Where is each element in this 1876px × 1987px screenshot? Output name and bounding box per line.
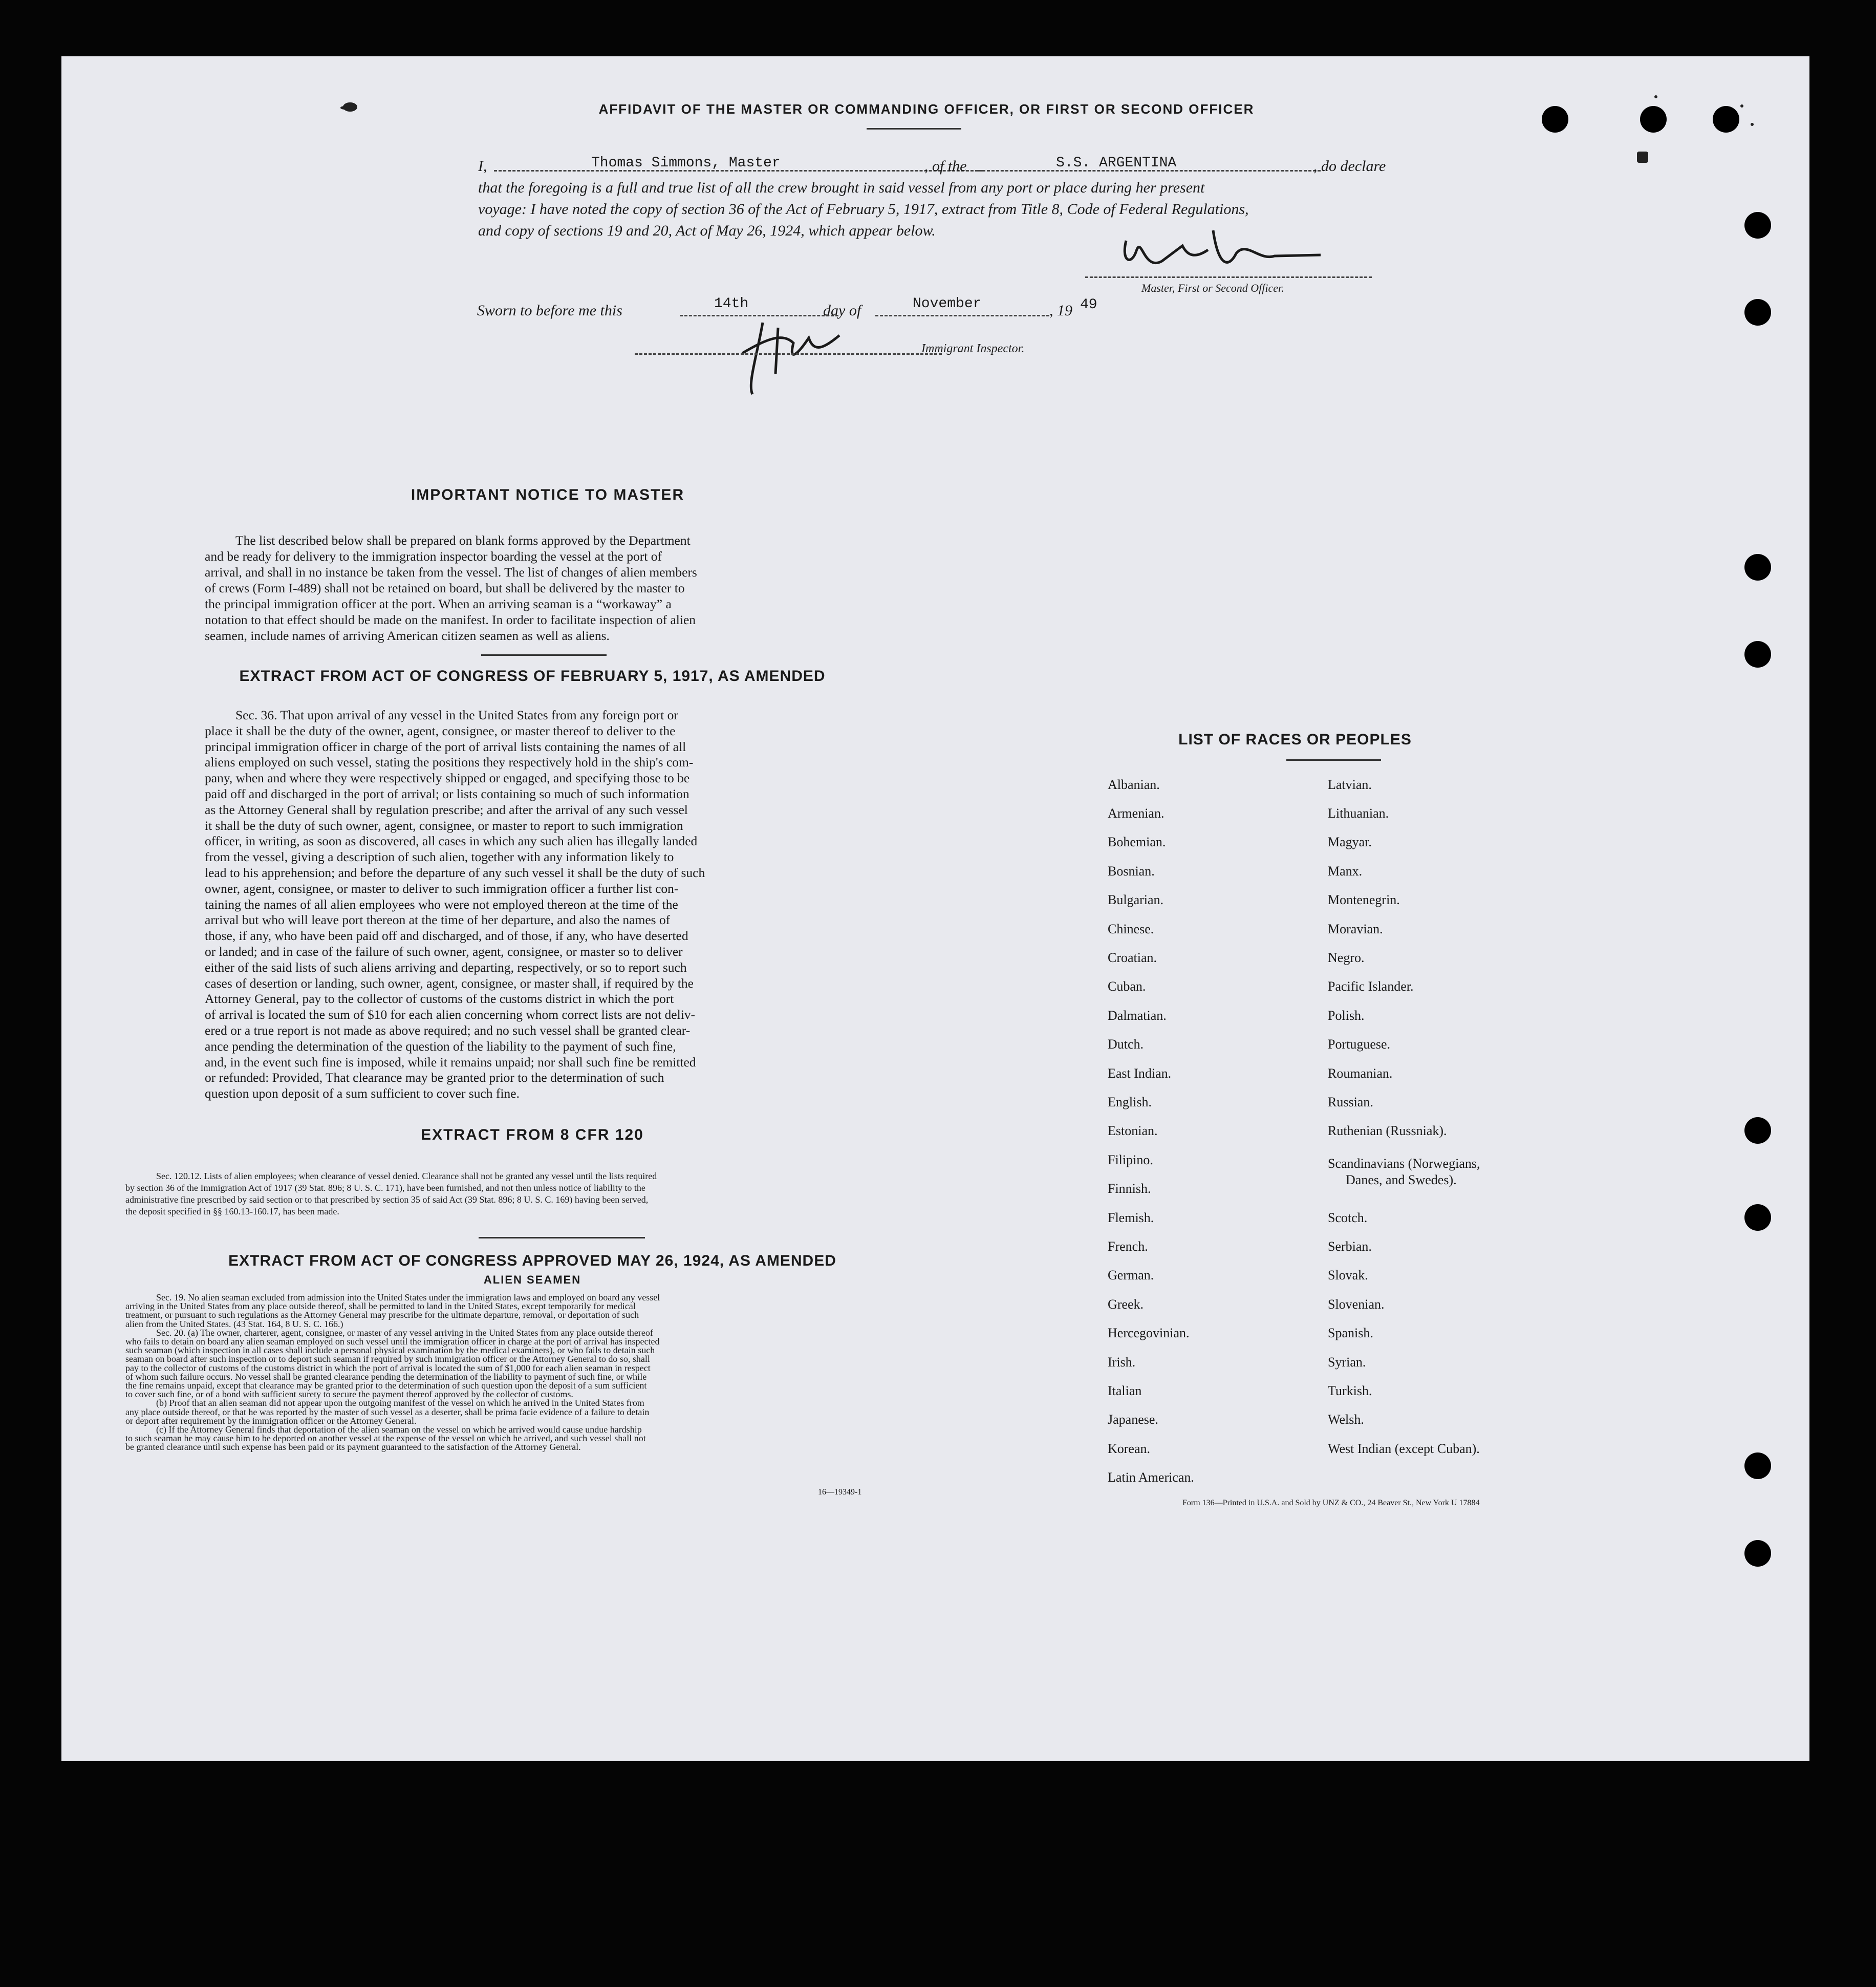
notice-line: the principal immigration officer at the port. When an arriving seaman is a “workaway” a: [205, 596, 672, 611]
i-label: I,: [478, 158, 487, 175]
act-1924-line: be granted clearance until such expense has been paid or its payment guaranteed to the satisfaction of the Attorney General.: [125, 1442, 581, 1452]
notice-line: notation to that effect should be made on the manifest. In order to facilitate inspection of alien: [205, 612, 696, 627]
race-right-item: Lithuanian.: [1328, 806, 1389, 821]
act-1917-line: Attorney General, pay to the collector of customs of the customs district in which the port: [205, 991, 674, 1007]
notice-title: IMPORTANT NOTICE TO MASTER: [411, 486, 685, 503]
race-left-item: Bosnian.: [1108, 864, 1155, 879]
speck: [343, 102, 357, 112]
race-left-item: Italian: [1108, 1383, 1142, 1398]
affidavit-title: AFFIDAVIT OF THE MASTER OR COMMANDING OFFICER, OR FIRST OR SECOND OFFICER: [598, 101, 1255, 117]
act-1924-line: seaman on board after such inspection or to deport such seaman if required by such immigration officer or the Attorney General to do so, shall: [125, 1354, 650, 1364]
cfr-line: the deposit specified in §§ 160.13-160.17, has been made.: [125, 1206, 339, 1216]
vessel-name-field: S.S. ARGENTINA: [1056, 155, 1177, 171]
act-1917-line: from the vessel, giving a description of such alien, together with any information likely to: [205, 849, 674, 865]
master-signature-line: [1085, 276, 1372, 278]
act-1924-title: EXTRACT FROM ACT OF CONGRESS APPROVED MAY 26, 1924, AS AMENDED: [228, 1252, 836, 1269]
inspector-label: Immigrant Inspector.: [921, 342, 1025, 355]
race-left-item: Latin American.: [1108, 1470, 1194, 1485]
act-1917-line: cases of desertion or landing, such owner, agent, consignee, or master shall, if required by the: [205, 975, 694, 991]
act-1917-line: ered or a true report is not made as above required; and no such vessel shall be granted clear-: [205, 1022, 691, 1038]
punch-hole: [1744, 1117, 1771, 1144]
declaration-line-2: that the foregoing is a full and true list of all the crew brought in said vessel from any port or place during her present: [478, 179, 1205, 196]
punch-hole: [1744, 212, 1771, 239]
act-1924-subtitle: ALIEN SEAMEN: [483, 1273, 581, 1286]
day-of-label: day of: [823, 302, 861, 319]
race-left-item: German.: [1108, 1268, 1154, 1283]
act-1924-line: to cover such fine, or of a bond with sufficient surety to secure the payment thereof approved by the collector of customs.: [125, 1389, 573, 1400]
race-right-item: Montenegrin.: [1328, 892, 1400, 907]
act-1917-body: [205, 708, 852, 1102]
act-1917-line: place it shall be the duty of the owner, agent, consignee, or master thereof to deliver to the: [205, 723, 676, 738]
speck: [1751, 123, 1754, 126]
section-divider: [481, 654, 607, 656]
race-left-item: Japanese.: [1108, 1412, 1158, 1427]
master-signature-label: Master, First or Second Officer.: [1141, 282, 1284, 294]
act-1917-line: it shall be the duty of such owner, agent, consignee, or master to report to such immigration: [205, 818, 683, 833]
inspector-signature: [727, 312, 880, 399]
act-1924-line: or deport after requirement by the immigration officer or the Attorney General.: [125, 1415, 417, 1426]
form-code: 16—19349-1: [818, 1488, 862, 1497]
race-left-item: Flemish.: [1108, 1210, 1154, 1225]
race-left-item: Bulgarian.: [1108, 892, 1164, 907]
act-1917-line: or refunded: Provided, That clearance may be granted prior to the determination of such: [205, 1070, 664, 1085]
section-divider: [479, 1237, 645, 1238]
act-1924-line: to such seaman he may cause him to be deported on another vessel at the expense of the vessel on which he arrived, and such vessel shall not: [125, 1433, 646, 1444]
race-left-item: Armenian.: [1108, 806, 1165, 821]
speck: [1637, 152, 1648, 163]
punch-hole: [1542, 106, 1568, 133]
sworn-label: Sworn to before me this: [477, 302, 622, 319]
race-left-item: French.: [1108, 1239, 1148, 1254]
race-right-item: Russian.: [1328, 1095, 1373, 1109]
race-right-item: Scotch.: [1328, 1210, 1368, 1225]
race-right-item: Roumanian.: [1328, 1066, 1393, 1081]
act-1917-line: either of the said lists of such aliens arriving and departing, respectively, or so to report such: [205, 959, 687, 975]
act-1924-line: treatment, or pursuant to such regulations as the Attorney General may prescribe for the ultimate departure, removal, or deportation of such: [125, 1310, 639, 1320]
act-1917-line: principal immigration officer in charge of the port of arrival lists containing the names of all: [205, 739, 686, 754]
race-right-item: Slovenian.: [1328, 1297, 1385, 1312]
race-left-item: Greek.: [1108, 1297, 1144, 1312]
race-right-item: Latvian.: [1328, 777, 1372, 792]
race-right-item: Serbian.: [1328, 1239, 1372, 1254]
punch-hole: [1744, 554, 1771, 581]
race-left-item: English.: [1108, 1095, 1152, 1109]
race-right-item: Polish.: [1328, 1008, 1365, 1023]
race-right-item: Negro.: [1328, 950, 1365, 965]
race-left-item: Croatian.: [1108, 950, 1157, 965]
act-1917-title: EXTRACT FROM ACT OF CONGRESS OF FEBRUARY 5, 1917, AS AMENDED: [239, 668, 826, 685]
punch-hole: [1640, 106, 1667, 133]
race-left-item: Chinese.: [1108, 922, 1154, 936]
race-left-item: Albanian.: [1108, 777, 1160, 792]
race-left-item: Bohemian.: [1108, 835, 1166, 849]
act-1917-line: officer, in writing, as soon as discovered, all cases in which any such alien has illegally landed: [205, 834, 698, 849]
act-1924-line: Sec. 19. No alien seaman excluded from admission into the United States under the immigration laws and employed on board any vessel: [156, 1292, 660, 1302]
race-left-item: Irish.: [1108, 1355, 1136, 1370]
race-right-item: Manx.: [1328, 864, 1363, 879]
act-1924-line: (b) Proof that an alien seaman did not appear upon the outgoing manifest of the vessel on which he arrived in the United States from: [156, 1398, 644, 1408]
race-left-item: Cuban.: [1108, 979, 1146, 994]
race-right-item: Syrian.: [1328, 1355, 1366, 1370]
act-1924-line: alien from the United States. (43 Stat. 164, 8 U. S. C. 166.): [125, 1318, 343, 1329]
act-1924-line: pay to the collector of customs of the customs district in which the port of arrival is located the sum of $1,000 for each alien seaman in respect: [125, 1362, 651, 1373]
master-name-field: Thomas Simmons, Master: [591, 155, 781, 171]
cfr-line: Sec. 120.12. Lists of alien employees; when clearance of vessel denied. Clearance shall not be granted any vessel until the lists required: [156, 1171, 657, 1181]
act-1917-line: and, in the event such fine is imposed, while it remains unpaid; nor shall such fine be remitted: [205, 1054, 696, 1070]
act-1917-line: lead to his apprehension; and before the departure of any such vessel it shall be the duty of such: [205, 865, 705, 880]
form-printer-line: Form 136—Printed in U.S.A. and Sold by UNZ & CO., 24 Beaver St., New York U 17884: [1182, 1499, 1480, 1507]
race-right-item: West Indian (except Cuban).: [1328, 1441, 1480, 1456]
act-1917-line: pany, when and where they were respectively shipped or engaged, and specifying those to be: [205, 771, 690, 786]
act-1917-line: arrival but who will leave port thereon at the time of her departure, and also the names of: [205, 912, 671, 928]
race-left-item: Hercegovinian.: [1108, 1326, 1190, 1340]
act-1917-line: Sec. 36. That upon arrival of any vessel in the United States from any foreign port or: [235, 708, 678, 722]
speck: [1654, 95, 1657, 98]
declaration-line-4: and copy of sections 19 and 20, Act of May 26, 1924, which appear below.: [478, 222, 936, 239]
act-1924-line: any place outside thereof, or that he was reported by the master of such vessel as a deserter, shall be prima facie evidence of a failure to detain: [125, 1406, 650, 1417]
race-right-item: Moravian.: [1328, 922, 1383, 936]
act-1924-line: the fine remains unpaid, except that clearance may be granted prior to the determination of such question upon the deposit of a sum sufficient: [125, 1380, 647, 1391]
punch-hole: [1744, 641, 1771, 668]
act-1917-line: owner, agent, consignee, or master to deliver to such immigration officer a further list con-: [205, 881, 679, 896]
race-right-item: Slovak.: [1328, 1268, 1368, 1283]
race-left-item: Estonian.: [1108, 1123, 1158, 1138]
title-divider: [867, 128, 961, 130]
cfr-title: EXTRACT FROM 8 CFR 120: [421, 1126, 644, 1143]
race-right-item: Spanish.: [1328, 1326, 1373, 1340]
act-1924-line: such seaman (which inspection in all cases shall include a personal physical examination by the medical examiners), or who fails to detain such: [125, 1345, 655, 1356]
cfr-body: [125, 1170, 934, 1217]
inspector-signature-line: [635, 353, 942, 355]
punch-hole: [1744, 1540, 1771, 1567]
race-right-item-continued: Danes, and Swedes).: [1346, 1172, 1457, 1187]
act-1917-line: question upon deposit of a sum sufficient to cover such fine.: [205, 1086, 520, 1101]
notice-line: seamen, include names of arriving American citizen seamen as well as aliens.: [205, 628, 610, 643]
sworn-month-field: November: [913, 296, 982, 312]
race-left-item: Dutch.: [1108, 1037, 1144, 1052]
sworn-day-field: 14th: [714, 296, 749, 312]
punch-hole: [1744, 1452, 1771, 1479]
punch-hole: [1744, 1204, 1771, 1231]
notice-line: The list described below shall be prepared on blank forms approved by the Department: [235, 533, 691, 548]
affidavit-document-page: [61, 56, 1809, 1761]
race-right-item: Welsh.: [1328, 1412, 1364, 1427]
act-1924-body: [125, 1293, 934, 1452]
punch-hole: [1744, 299, 1771, 326]
act-1917-line: as the Attorney General shall by regulation prescribe; and after the arrival of any such vessel: [205, 802, 688, 817]
race-right-item: Magyar.: [1328, 835, 1372, 849]
act-1917-line: or landed; and in case of the failure of such owner, agent, consignee, or master so to deliver: [205, 944, 683, 959]
notice-line: of crews (Form I-489) shall not be retained on board, but shall be delivered by the master to: [205, 581, 685, 595]
act-1924-line: (c) If the Attorney General finds that deportation of the alien seaman on the vessel on which he arrived would cause undue hardship: [156, 1424, 642, 1435]
act-1924-line: who fails to detain on board any alien seaman employed on such vessel until the immigration officer in charge at the port of arrival has inspected: [125, 1336, 660, 1347]
race-right-item: Ruthenian (Russniak).: [1328, 1123, 1447, 1138]
notice-line: and be ready for delivery to the immigration inspector boarding the vessel at the port of: [205, 549, 662, 564]
cfr-line: by section 36 of the Immigration Act of 1917 (39 Stat. 896; 8 U. S. C. 171), have been furnished, and not then unless notice of liability to the: [125, 1183, 645, 1193]
races-title: LIST OF RACES OR PEOPLES: [1178, 731, 1412, 748]
do-declare-label: , do declare: [1313, 158, 1386, 175]
race-right-item: Portuguese.: [1328, 1037, 1391, 1052]
declaration-line-3: voyage: I have noted the copy of section 36 of the Act of February 5, 1917, extract from Title 8, Code of Federal Regulations,: [478, 201, 1249, 218]
cfr-line: administrative fine prescribed by said section or to that prescribed by section 35 of said Act (39 Stat. 896; 8 U. S. C. 169) having been served,: [125, 1194, 649, 1205]
notice-line: arrival, and shall in no instance be taken from the vessel. The list of changes of alien members: [205, 565, 697, 580]
race-left-item: Dalmatian.: [1108, 1008, 1167, 1023]
act-1917-line: paid off and discharged in the port of arrival; or lists containing so much of such information: [205, 786, 689, 801]
act-1917-line: those, if any, who have been paid off and discharged, and of those, if any, who have deserted: [205, 928, 688, 944]
race-left-item: Korean.: [1108, 1441, 1151, 1456]
races-title-divider: [1286, 759, 1381, 761]
act-1917-line: ance pending the determination of the question of the liability to the payment of such fine,: [205, 1038, 676, 1054]
act-1917-line: taining the names of all alien employees who were not employed thereon at the time of the: [205, 896, 678, 912]
year-prefix-label: , 19: [1049, 302, 1072, 319]
race-right-item: Scandinavians (Norwegians,: [1328, 1156, 1480, 1171]
race-right-item: Turkish.: [1328, 1383, 1372, 1398]
race-right-item: Pacific Islander.: [1328, 979, 1414, 994]
act-1917-line: aliens employed on such vessel, stating the positions they respectively hold in the ship's com-: [205, 755, 694, 770]
punch-hole: [1713, 106, 1739, 133]
master-signature: [1106, 210, 1413, 282]
act-1924-line: arriving in the United States from any place outside thereof, shall be permitted to land in the United States, except temporarily for medical: [125, 1301, 636, 1312]
of-the-label: , of the: [924, 158, 967, 175]
notice-body: [205, 532, 852, 644]
year-suffix-field: 49: [1080, 297, 1097, 313]
act-1924-line: of whom such failure occurs. No vessel shall be granted clearance pending the determination of the liability to payment of such fine, or while: [125, 1371, 647, 1382]
act-1917-line: of arrival is located the sum of $10 for each alien concerning whom correct lists are not deliv-: [205, 1007, 696, 1022]
race-left-item: Filipino.: [1108, 1152, 1153, 1167]
race-left-item: East Indian.: [1108, 1066, 1172, 1081]
speck: [1740, 104, 1743, 108]
sworn-month-blank: [875, 315, 1049, 316]
act-1924-line: Sec. 20. (a) The owner, charterer, agent, consignee, or master of any vessel arriving in the United States from any place outside thereof: [156, 1327, 653, 1338]
race-left-item: Finnish.: [1108, 1181, 1151, 1196]
